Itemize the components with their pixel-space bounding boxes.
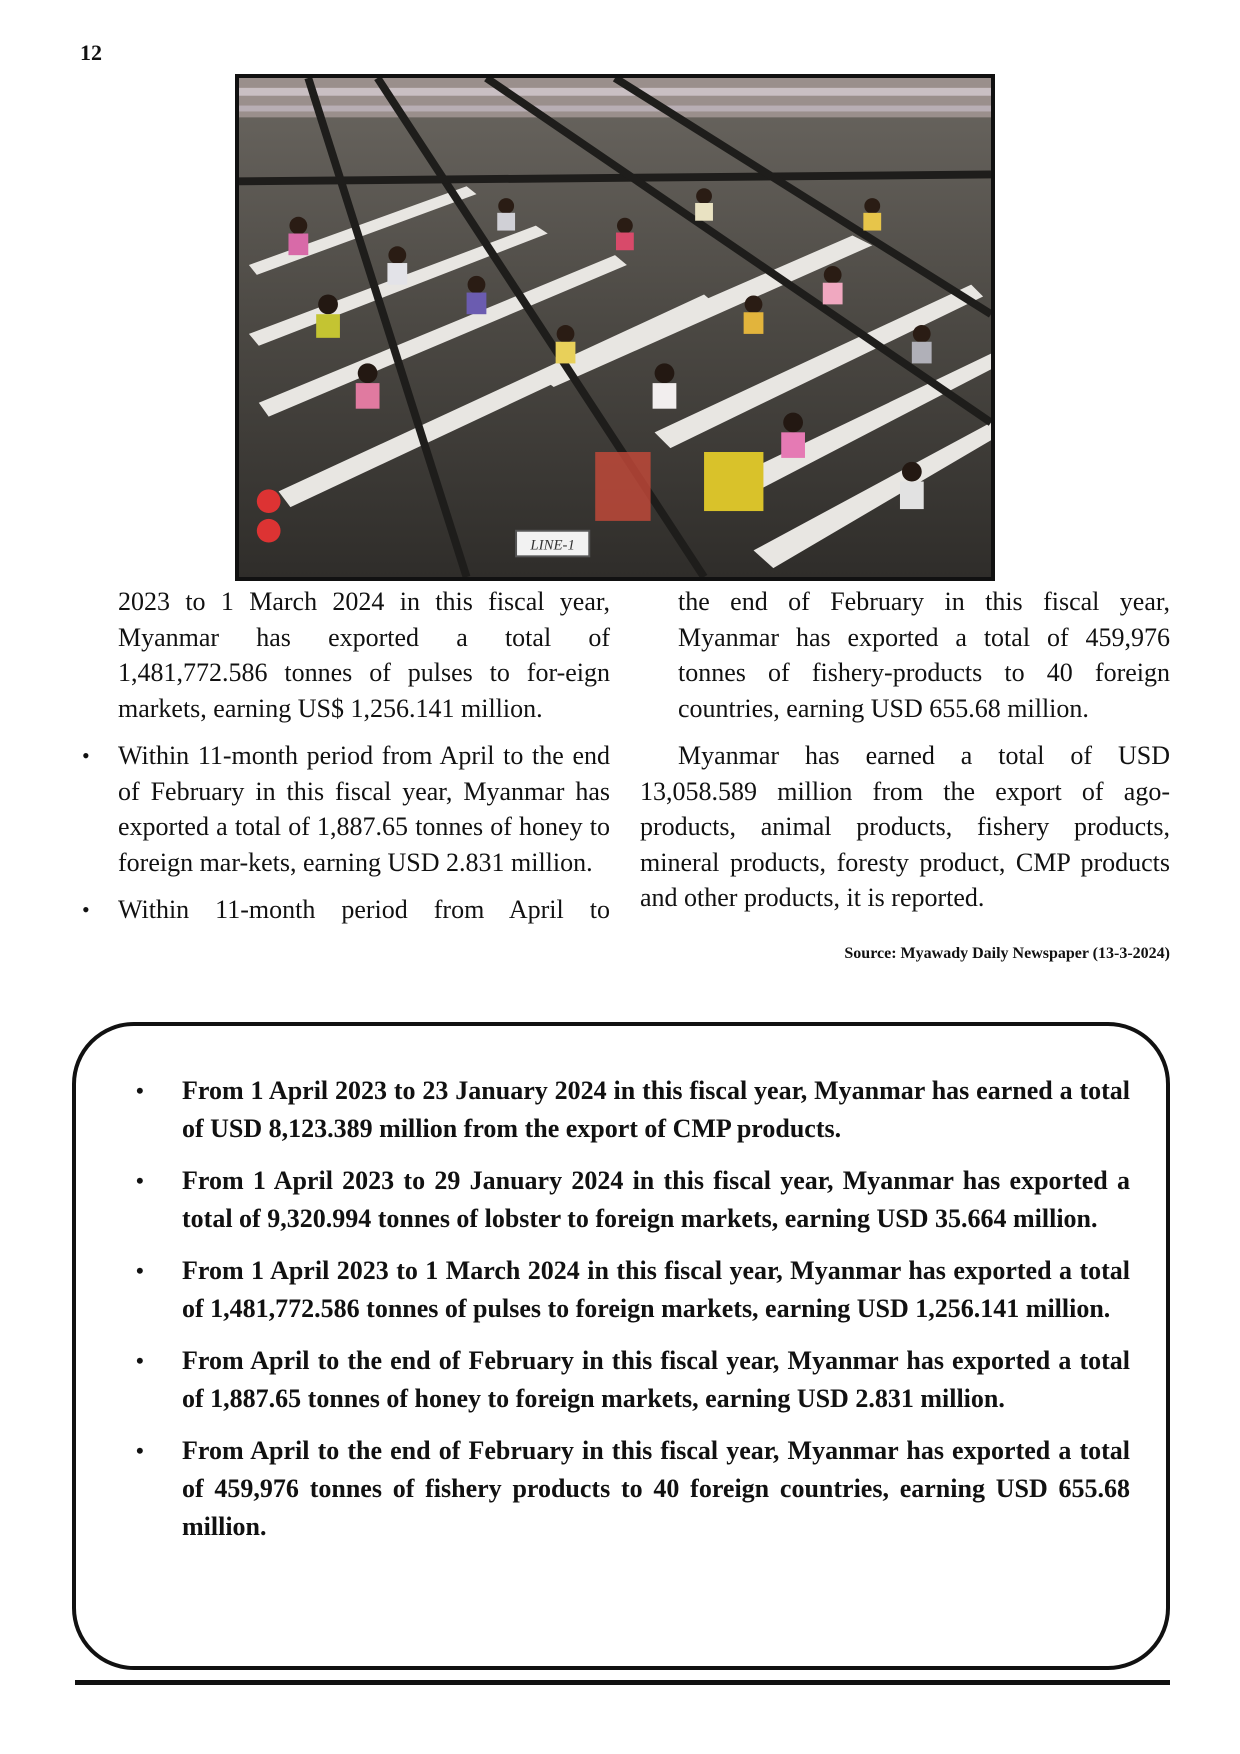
- list-item: [80, 738, 610, 880]
- summary-text: From 1 April 2023 to 1 March 2024 in this fiscal year, Myanmar has exported a total of 1,481,772.586 tonnes of pulses to foreign markets, earning USD 1,256.141 million.: [182, 1256, 1130, 1323]
- summary-text: From April to the end of February in this fiscal year, Myanmar has exported a total of 1,887.65 tonnes of honey to foreign markets, earning USD 2.831 million.: [182, 1346, 1130, 1413]
- right-column: [640, 584, 1170, 971]
- summary-item: [110, 1252, 1130, 1328]
- bottom-divider: [75, 1680, 1170, 1685]
- left-column: [80, 584, 610, 940]
- bullet-text: Within 11-month period from April to the end of February in this fiscal year, Myanmar has exported a total of 1,887.65 tonnes of honey to foreign mar-kets, earning USD 2.831 million.: [118, 741, 610, 877]
- summary-text: From April to the end of February in this fiscal year, Myanmar has exported a total of 459,976 tonnes of fishery products to 40 foreign countries, earning USD 655.68 million.: [182, 1436, 1130, 1541]
- summary-item: [110, 1432, 1130, 1546]
- page-number: 12: [80, 40, 102, 65]
- summary-text: From 1 April 2023 to 29 January 2024 in this fiscal year, Myanmar has exported a total of 9,320.994 tonnes of lobster to foreign markets, earning USD 35.664 million.: [182, 1166, 1130, 1233]
- summary-box: [72, 1022, 1170, 1670]
- factory-illustration: [239, 78, 991, 577]
- bullet-icon: •: [136, 1078, 144, 1103]
- summary-item: [110, 1342, 1130, 1418]
- bullet-icon: •: [82, 897, 90, 922]
- summary-item: [110, 1162, 1130, 1238]
- bullet-icon: •: [136, 1168, 144, 1193]
- bullet-icon: •: [136, 1258, 144, 1283]
- list-item: [80, 892, 610, 928]
- bullet-icon: •: [136, 1438, 144, 1463]
- right-continuation-paragraph: the end of February in this fiscal year, Myanmar has exported a total of 459,976 tonnes of fishery-products to 40 foreign countries, earning USD 655.68 million.: [678, 587, 1170, 723]
- summary-paragraph: Myanmar has earned a total of USD 13,058.589 million from the export of ago-products, animal products, fishery products, mineral products, foresty product, CMP products and other products, it is reported.: [640, 741, 1170, 912]
- bullet-text: Within 11-month period from April to: [118, 895, 610, 924]
- left-continuation-paragraph: 2023 to 1 March 2024 in this fiscal year, Myanmar has exported a total of 1,481,772.586 tonnes of pulses to for-eign markets, earning US$ 1,256.141 million.: [118, 587, 610, 723]
- summary-item: [110, 1072, 1130, 1148]
- bullet-icon: •: [82, 743, 90, 768]
- source-citation: Source: Myawady Daily Newspaper (13-3-2024): [844, 944, 1170, 962]
- bullet-icon: •: [136, 1348, 144, 1373]
- summary-text: From 1 April 2023 to 23 January 2024 in this fiscal year, Myanmar has earned a total of USD 8,123.389 million from the export of CMP products.: [182, 1076, 1130, 1143]
- line-sign: LINE-1: [530, 537, 575, 554]
- garment-factory-photo: [235, 74, 995, 581]
